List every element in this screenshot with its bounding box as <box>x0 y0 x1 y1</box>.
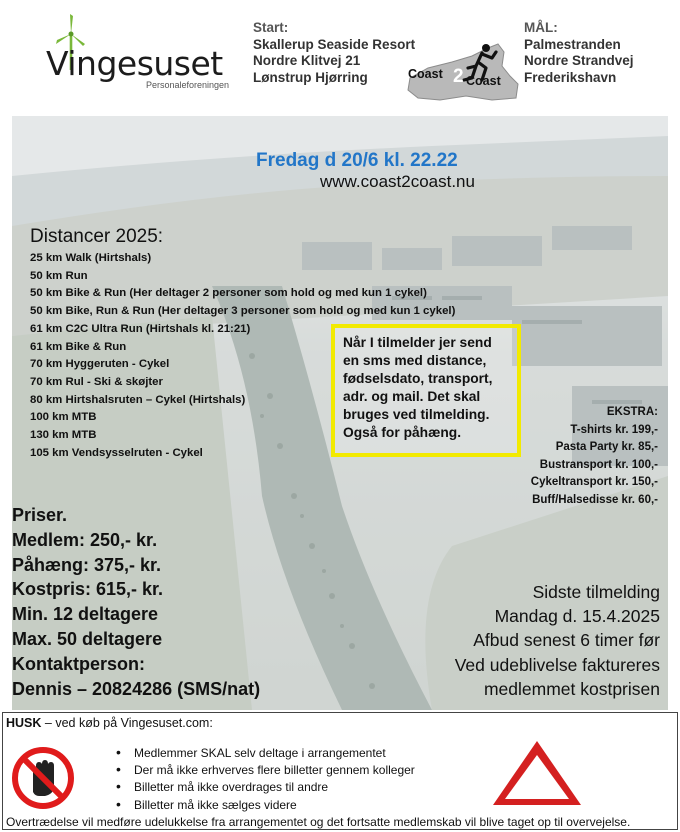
extra-item: Bustransport kr. 100,- <box>539 458 658 471</box>
distance-item: 105 km Vendsysselruten - Cykel <box>30 446 203 459</box>
rule-item: • Billetter må ikke overdrages til andre <box>116 778 415 795</box>
deadline-line: medlemmet kostprisen <box>483 678 660 699</box>
start-line: Skallerup Seaside Resort <box>253 36 416 52</box>
goal-line: Palmestranden <box>524 36 621 52</box>
deadline-line: Ved udeblivelse faktureres <box>454 654 660 675</box>
rule-item: • Der må ikke erhverves flere billetter gennem kolleger <box>116 761 415 778</box>
stop-hand-icon <box>11 746 75 810</box>
warning-triangle-icon <box>489 737 585 809</box>
distance-item: 130 km MTB <box>30 429 97 442</box>
c2c-number: 2 <box>453 66 464 87</box>
c2c-word-right: Coast <box>466 74 501 88</box>
deadline-line: Mandag d. 15.4.2025 <box>494 606 660 627</box>
extra-item: Pasta Party kr. 85,- <box>555 441 658 454</box>
distance-item: 61 km Bike & Run <box>30 340 127 353</box>
goal-title: MÅL: <box>524 20 558 35</box>
distance-item: 80 km Hirtshalsruten – Cykel (Hirtshals) <box>30 393 246 406</box>
remember-heading-rest: – ved køb på Vingesuset.com: <box>41 716 213 730</box>
prices-line: Medlem: 250,- kr. <box>12 529 158 550</box>
deadline-block <box>455 580 660 701</box>
rule-item: • Billetter må ikke sælges videre <box>116 796 415 813</box>
logo-subtitle: Personaleforeningen <box>146 80 230 90</box>
extra-title: EKSTRA: <box>606 406 658 418</box>
logo-wordmark <box>46 44 223 83</box>
distance-item: 70 km Rul - Ski & skøjter <box>30 375 163 388</box>
rules-list <box>116 744 415 813</box>
deadline-line: Afbud senest 6 timer før <box>473 630 660 651</box>
goal-info <box>524 20 634 86</box>
prices-line: Påhæng: 375,- kr. <box>12 554 162 575</box>
distance-item: 50 km Run <box>30 269 88 282</box>
start-line: Lønstrup Hjørring <box>253 69 368 85</box>
distance-item: 25 km Walk (Hirtshals) <box>30 252 152 264</box>
registration-notice-box: Når I tilmelder jer send en sms med distance, fødselsdato, transport, adr. og mail. Det skal bruges ved tilmelding. Også for påhæng. <box>331 324 521 457</box>
goal-line: Nordre Strandvej <box>524 53 634 68</box>
start-line: Nordre Klitvej 21 <box>253 53 361 68</box>
event-date: Fredag d 20/6 kl. 22.22 <box>256 150 458 171</box>
remember-heading-bold: HUSK <box>6 716 42 730</box>
logo-initial: V <box>46 44 68 83</box>
prices-line: Min. 12 deltagere <box>12 604 159 625</box>
event-website: www.coast2coast.nu <box>320 172 475 191</box>
distance-item: 50 km Bike, Run & Run (Her deltager 3 personer som hold og med kun 1 cykel) <box>30 305 456 318</box>
prices-line: Priser. <box>12 505 68 525</box>
distance-item: 61 km C2C Ultra Run (Hirtshals kl. 21:21) <box>30 322 251 335</box>
extra-item: Buff/Halsedisse kr. 60,- <box>532 493 658 506</box>
start-info <box>253 20 415 86</box>
prices-line: Kostpris: 615,- kr. <box>12 579 164 600</box>
header <box>0 0 680 112</box>
remember-heading <box>6 716 213 730</box>
extra-item: T-shirts kr. 199,- <box>570 423 658 436</box>
deadline-line: Sidste tilmelding <box>532 582 660 602</box>
distance-item: 70 km Hyggeruten - Cykel <box>30 358 170 371</box>
extra-price-list <box>531 404 658 510</box>
remember-footer-note: Overtrædelse vil medføre udelukkelse fra arrangementet og det fortsatte medlemskab vil blive taget op til overvejelse. <box>6 815 631 829</box>
c2c-word-left: Coast <box>408 67 443 81</box>
remember-box <box>2 712 678 830</box>
distance-item: 100 km MTB <box>30 411 97 424</box>
rule-item: • Medlemmer SKAL selv deltage i arrangementet <box>116 744 415 761</box>
logo-text: ingesuset <box>67 44 223 83</box>
goal-line: Frederikshavn <box>524 69 617 85</box>
prices-line: Dennis – 20824286 (SMS/nat) <box>12 678 261 699</box>
start-title: Start: <box>253 20 289 35</box>
extra-item: Cykeltransport kr. 150,- <box>530 476 658 489</box>
prices-line: Kontaktperson: <box>12 653 146 674</box>
prices-line: Max. 50 deltagere <box>12 628 163 649</box>
distances-title: Distancer 2025: <box>30 226 164 247</box>
distance-item: 50 km Bike & Run (Her deltager 2 personer som hold og med kun 1 cykel) <box>30 287 427 300</box>
prices-block <box>12 503 260 701</box>
